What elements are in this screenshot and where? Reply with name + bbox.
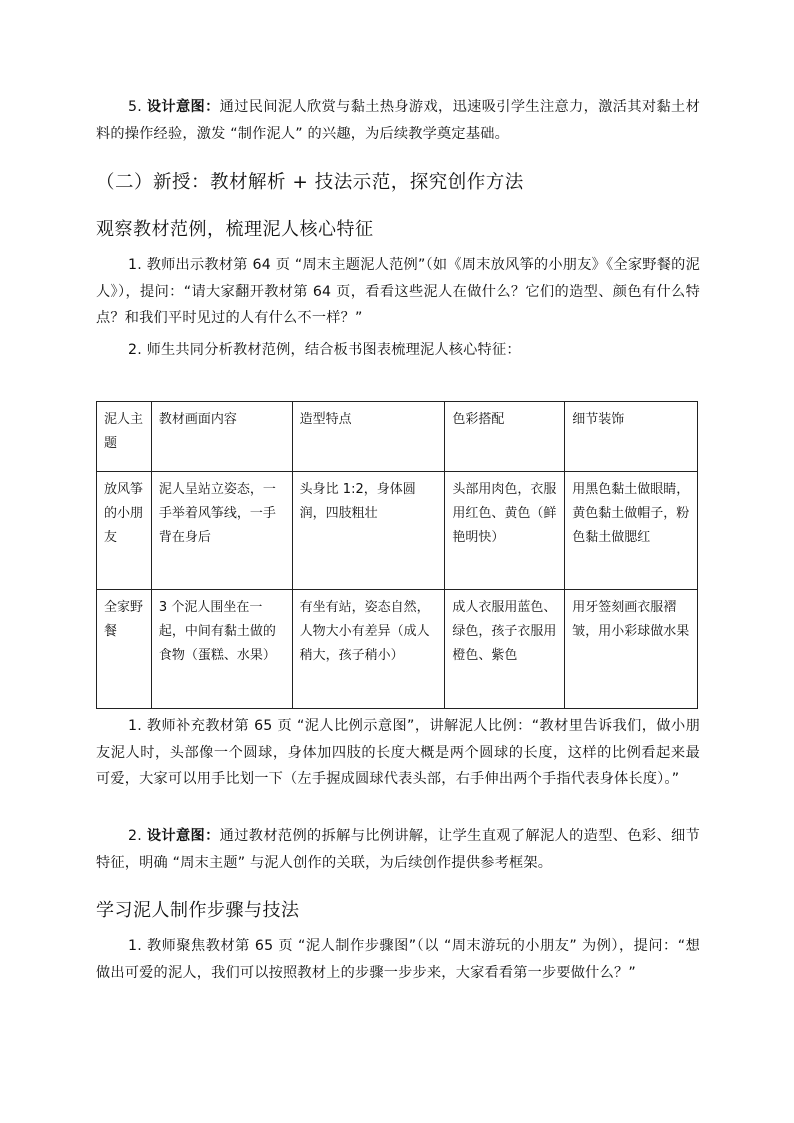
feature-table [96, 401, 698, 709]
table-cell: 泥人呈站立姿态，一手举着风筝线，一手背在身后 [151, 472, 292, 590]
steps-paragraph: 1. 教师聚焦教材第 65 页 “泥人制作步骤图”（以 “周末游玩的小朋友” 为例），提问：“想做出可爱的泥人，我们可以按照教材上的步骤一步步来，大家看看第一步要做什么？” [96, 938, 700, 981]
ratio-paragraph: 1. 教师补充教材第 65 页 “泥人比例示意图”，讲解泥人比例：“教材里告诉我们，做小朋友泥人时，头部像一个圆球，身体加四肢的长度大概是两个圆球的长度，这样的比例看起来最可爱，大家可以用手比划一下（左手握成圆球代表头部，右手伸出两个手指代表身体长度）。” [96, 718, 700, 787]
table-cell: 有坐有站，姿态自然，人物大小有差异（成人稍大，孩子稍小） [292, 590, 445, 709]
table-cell: 成人衣服用蓝色、绿色，孩子衣服用橙色、紫色 [445, 590, 565, 709]
table-row [97, 472, 698, 590]
subsection-title-observe: 观察教材范例，梳理泥人核心特征 [96, 219, 374, 240]
table-header-cell: 造型特点 [292, 402, 445, 472]
design-intent-label: 设计意图： [146, 828, 220, 844]
teacher-show-paragraph: 1. 教师出示教材第 64 页 “周末主题泥人范例”（如《周末放风筝的小朋友》《全家野餐的泥人》），提问：“请大家翻开教材第 64 页，看看这些泥人在做什么？它们的造型、颜色有什么特点？和我们平时见过的人有什么不一样？” [96, 257, 700, 326]
table-cell: 放风筝的小朋友 [97, 472, 152, 590]
design-intent-text: 通过民间泥人欣赏与黏土热身游戏，迅速吸引学生注意力，激活其对黏土材料的操作经验，激发 “制作泥人” 的兴趣，为后续教学奠定基础。 [96, 99, 700, 142]
design-intent-label: 设计意图： [146, 99, 220, 115]
table-header-cell: 泥人主题 [97, 402, 152, 472]
design-intent-paragraph-2 [96, 823, 700, 876]
item-number: 5. [128, 99, 147, 115]
table-header-cell: 教材画面内容 [151, 402, 292, 472]
table-header-row [97, 402, 698, 472]
design-intent-paragraph-1 [96, 94, 700, 147]
table-row [97, 590, 698, 709]
design-intent-text: 通过教材范例的拆解与比例讲解，让学生直观了解泥人的造型、色彩、细节特征，明确 “周末主题” 与泥人创作的关联，为后续创作提供参考框架。 [96, 828, 700, 871]
table-cell: 用牙签刻画衣服褶皱，用小彩球做水果 [565, 590, 698, 709]
analysis-paragraph: 2. 师生共同分析教材范例，结合板书图表梳理泥人核心特征： [128, 342, 521, 358]
subsection-title-steps: 学习泥人制作步骤与技法 [96, 900, 300, 921]
table-header-cell: 色彩搭配 [445, 402, 565, 472]
section-title: （二）新授：教材解析 + 技法示范，探究创作方法 [96, 172, 524, 193]
item-number: 2. [128, 828, 147, 844]
table-cell: 用黑色黏土做眼睛，黄色黏土做帽子，粉色黏土做腮红 [565, 472, 698, 590]
table-cell: 全家野餐 [97, 590, 152, 709]
table-header-cell: 细节装饰 [565, 402, 698, 472]
table-cell: 头部用肉色，衣服用红色、黄色（鲜艳明快） [445, 472, 565, 590]
table-cell: 头身比 1:2，身体圆润，四肢粗壮 [292, 472, 445, 590]
table-cell: 3 个泥人围坐在一起，中间有黏土做的食物（蛋糕、水果） [151, 590, 292, 709]
